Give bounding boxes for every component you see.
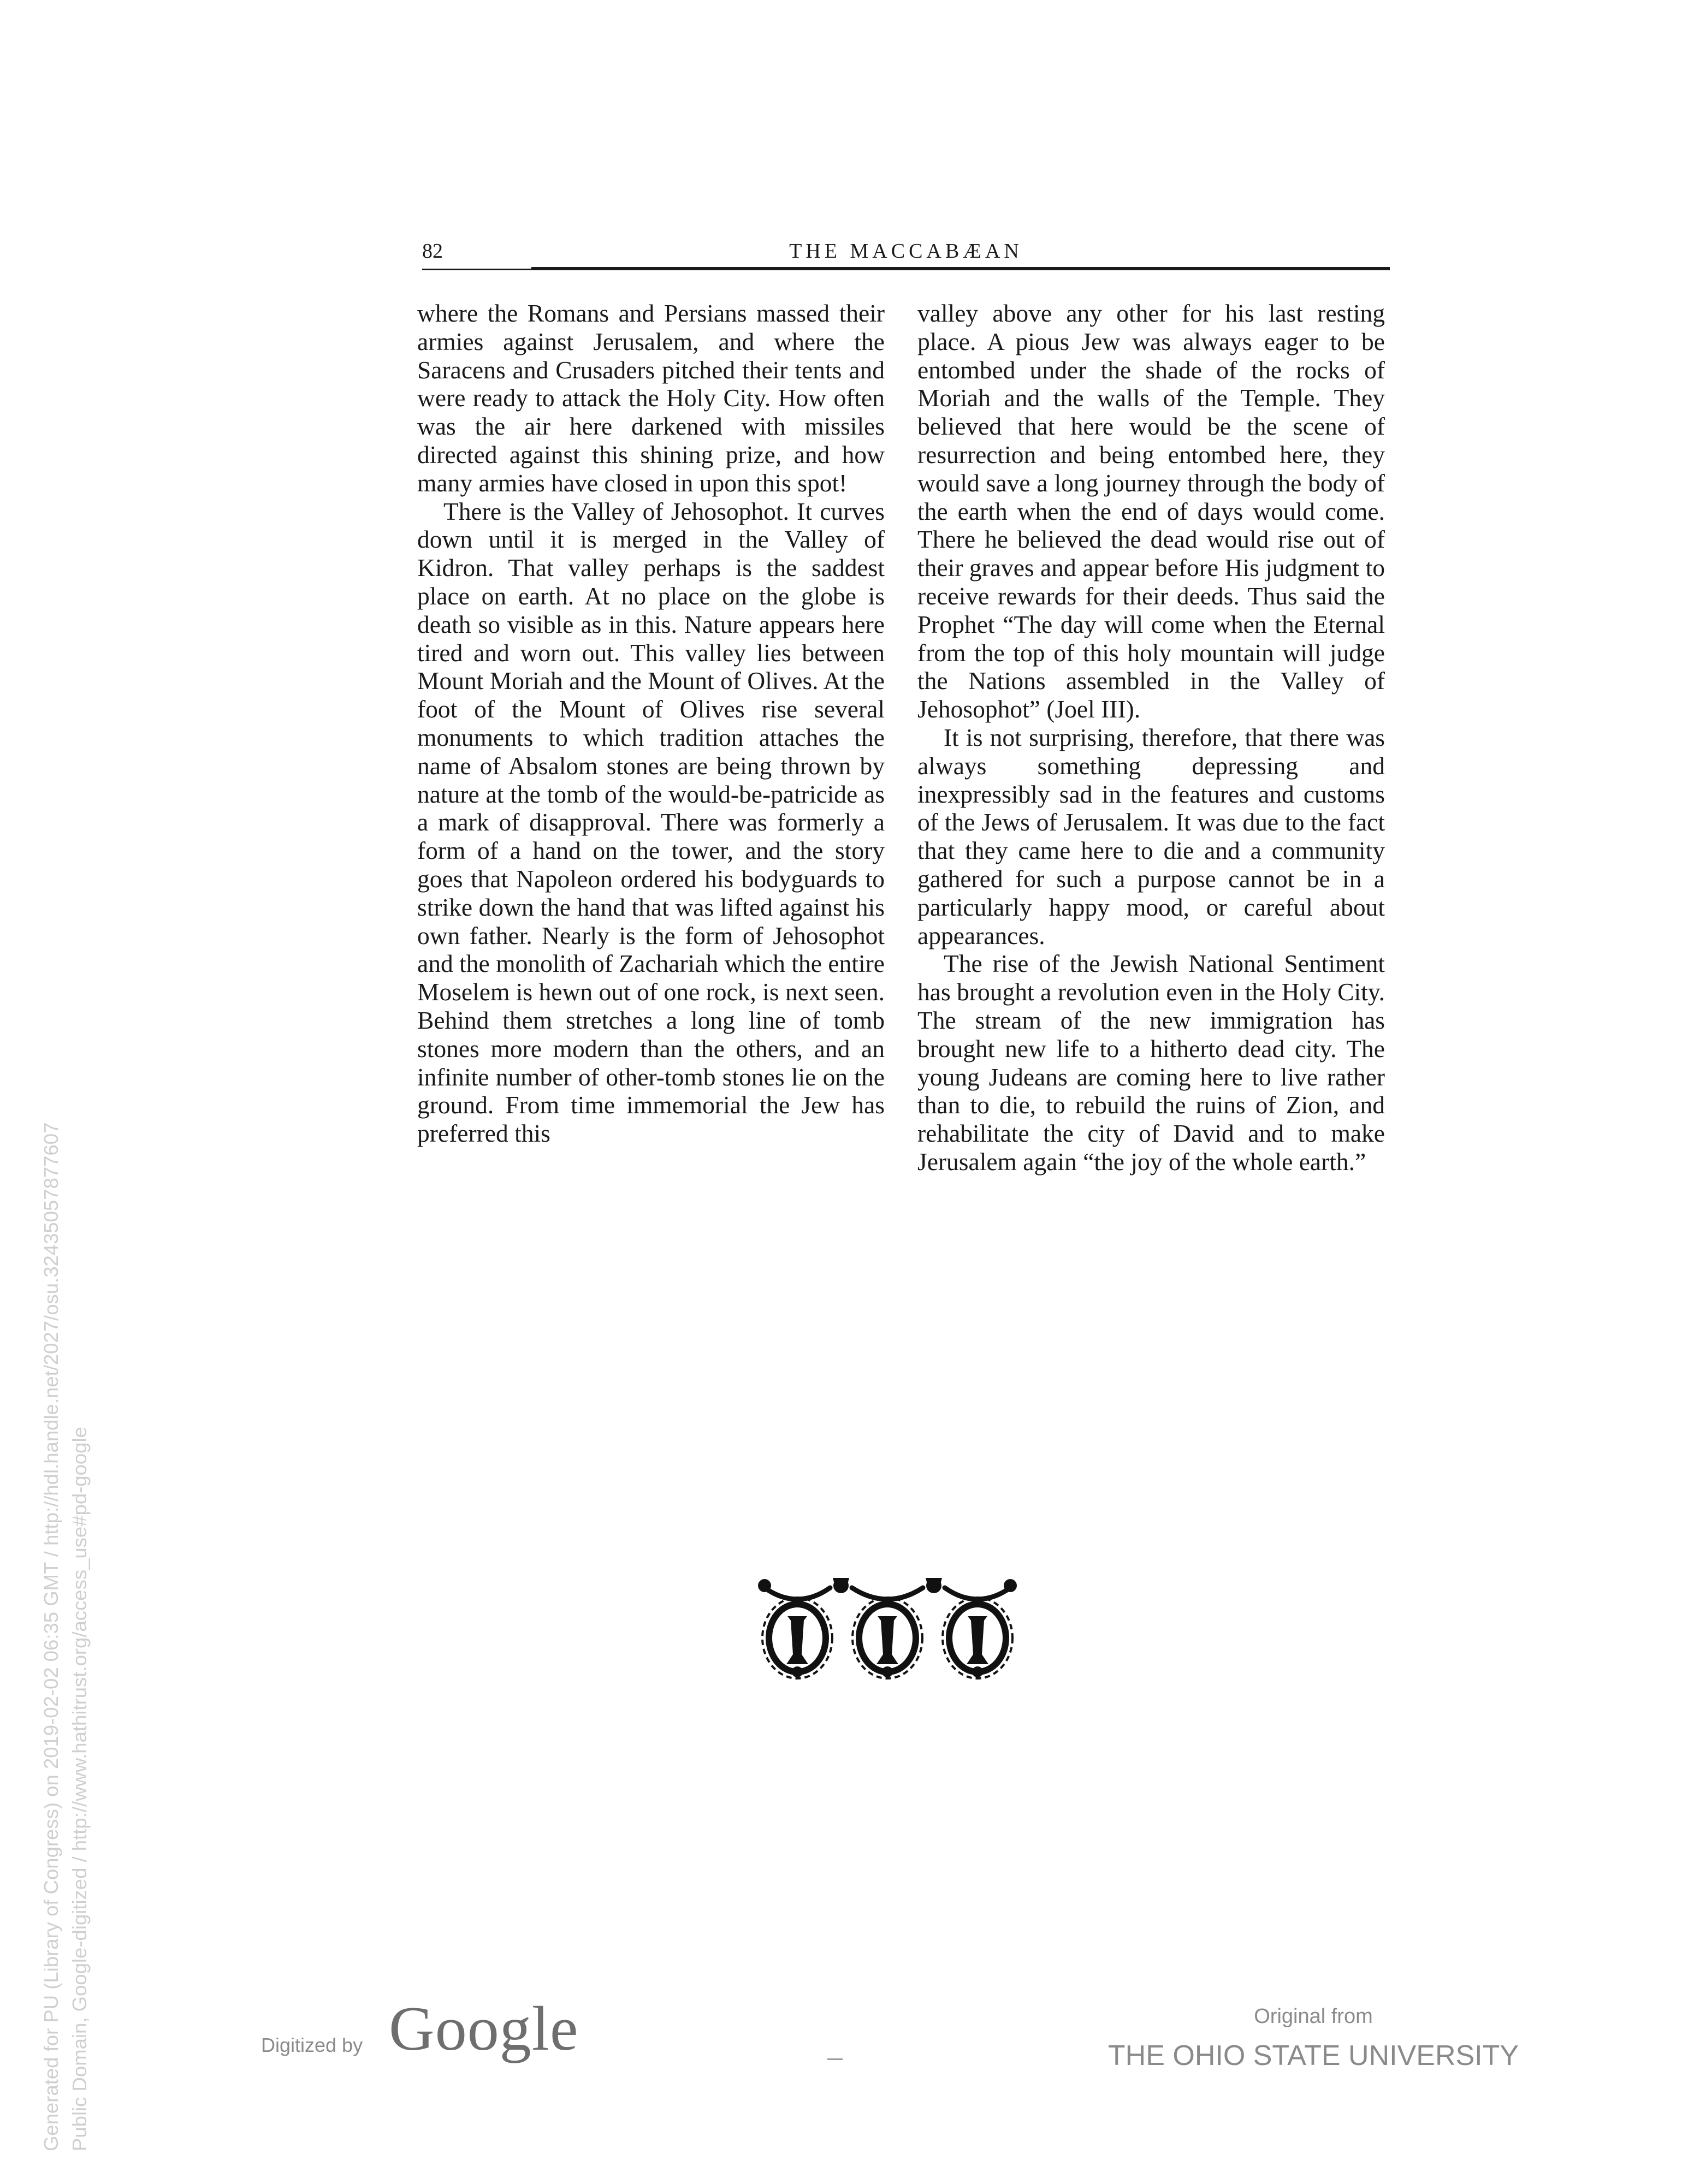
wreath-garland-ornament-icon: [754, 1572, 1021, 1682]
digitized-by-label: Digitized by: [261, 2034, 363, 2056]
paragraph: valley above any other for his last resting place. A pious Jew was always eager to be entombed under the shade of the rocks of Moriah and the walls of the Temple. They believed that here would be the scene of resurrection and being entombed here, they would save a long journey through the body of the earth when the end of days would come. There he believed the dead would rise out of their graves and appear before His judgment to receive rewards for their deeds. Thus said the Prophet “The day will come when the Eternal from the top of this holy mountain will judge the Nations assembled in the Valley of Jehosophot” (Joel III).: [917, 299, 1385, 723]
university-name: THE OHIO STATE UNIVERSITY: [1107, 2040, 1519, 2072]
paragraph: There is the Valley of Jehosophot. It curves down until it is merged in the Valley of Kidron. That valley perhaps is the saddest place on earth. At no place on the globe is death so visible as in this. Nature appears here tired and worn out. This valley lies between Mount Moriah and the Mount of Olives. At the foot of the Mount of Olives rise several monuments to which tradition attaches the name of Absalom stones are being thrown by nature at the tomb of the would-be-patricide as a mark of disapproval. There was formerly a form of a hand on the tower, and the story goes that Napoleon ordered his bodyguards to strike down the hand that was lifted against his own father. Nearly is the form of Jehosophot and the monolith of Zachariah which the entire Moselem is hewn out of one rock, is next seen. Behind them stretches a long line of tomb stones more modern than the others, and an infinite number of other-tomb stones lie on the ground. From time immemorial the Jew has preferred this: [417, 497, 885, 1148]
paragraph: It is not surprising, therefore, that there was always something depressing and inexpressibly sad in the features and customs of the Jews of Jerusalem. It was due to the fact that they came here to die and a community gathered for such a purpose cannot be in a particularly happy mood, or careful about appearances.: [917, 723, 1385, 949]
paragraph: The rise of the Jewish National Sentiment has brought a revolution even in the Holy City. The stream of the new immigration has brought new life to a hitherto dead city. The young Judeans are coming here to live rather than to die, to rebuild the ruins of Zion, and rehabilitate the city of David and to make Jerusalem again “the joy of the whole earth.”: [917, 949, 1385, 1176]
original-from-label: Original from: [1254, 2005, 1373, 2028]
journal-title: THE MACCABÆAN: [789, 240, 1023, 263]
footer-dash: [827, 2058, 843, 2060]
left-column: [417, 299, 885, 1148]
header-rule-thin: [422, 269, 531, 270]
right-column: [917, 299, 1385, 1176]
page-header: [422, 235, 1390, 273]
page-number: 82: [422, 240, 443, 263]
watermark-line: Generated for PU (Library of Congress) on 2019-02-02 06:35 GMT / http://hdl.handle.net/2027/osu.32435057877607: [40, 1122, 62, 2151]
paragraph: where the Romans and Persians massed their armies against Jerusalem, and where the Saracens and Crusaders pitched their tents and were ready to attack the Holy City. How often was the air here darkened with missiles directed against this shining prize, and how many armies have closed in upon this spot!: [417, 299, 885, 497]
google-logo: Google: [389, 1994, 579, 2064]
hathitrust-watermark: [37, 1123, 94, 2151]
watermark-line: Public Domain, Google-digitized / http://www.hathitrust.org/access_use#pd-google: [68, 1427, 91, 2151]
header-rule-thick: [531, 267, 1390, 270]
